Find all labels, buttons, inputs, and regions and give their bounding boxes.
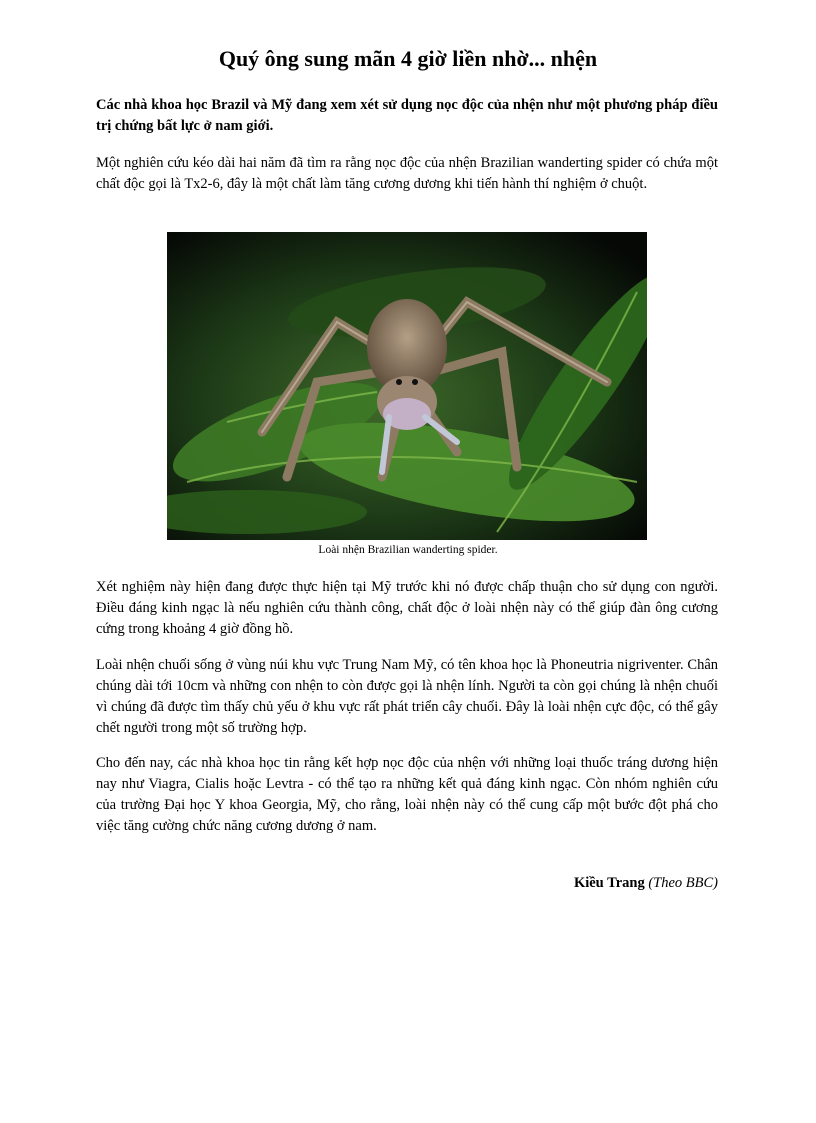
paragraph-3: Loài nhện chuối sống ở vùng núi khu vực Trung Nam Mỹ, có tên khoa học là Phoneutria nigriventer. Chân chúng dài tới 10cm và những con nhện to còn được gọi là nhện lính. Người ta còn gọi chúng là nhện chuối vì chúng đã được tìm thấy chủ yếu ở khu vực rất phát triển cây chuối. Đây là loài nhện cực độc, có thể gây chết người trong một số trường hợp. [96,657,718,736]
paragraph-4: Cho đến nay, các nhà khoa học tin rằng kết hợp nọc độc của nhện với những loại thuốc tráng dương hiện nay như Viagra, Cialis hoặc Levtra - có thể tạo ra những kết quả đáng kinh ngạc. Còn nhóm nghiên cứu của trường Đại học Y khoa Georgia, Mỹ, cho rằng, loài nhện này có thể cung cấp một bước đột phá cho việc tăng cường chức năng cương dương ở nam. [96,755,718,834]
byline-author: Kiều Trang [573,875,645,891]
spider-photo [167,232,647,540]
image-caption: Loài nhện Brazilian wanderting spider. [318,544,498,556]
byline-source: (Theo BBC) [648,875,718,891]
article-title: Quý ông sung mãn 4 giờ liền nhờ... nhện [218,46,598,71]
article-lead: Các nhà khoa học Brazil và Mỹ đang xem xét sử dụng nọc độc của nhện như một phương pháp điều trị chứng bất lực ở nam giới. [96,97,718,134]
paragraph-1: Một nghiên cứu kéo dài hai năm đã tìm ra rằng nọc độc của nhện Brazilian wanderting spider có chứa một chất độc gọi là Tx2-6, đây là một chất làm tăng cương dương khi tiến hành thí nghiệm ở chuột. [96,155,718,192]
byline [574,873,718,893]
paragraph-2: Xét nghiệm này hiện đang được thực hiện tại Mỹ trước khi nó được chấp thuận cho sử dụng con người. Điều đáng kinh ngạc là nếu nghiên cứu thành công, chất độc ở loài nhện này có thể giúp đàn ông cương cứng trong khoảng 4 giờ đồng hồ. [96,579,718,637]
spider-illustration [167,232,647,540]
